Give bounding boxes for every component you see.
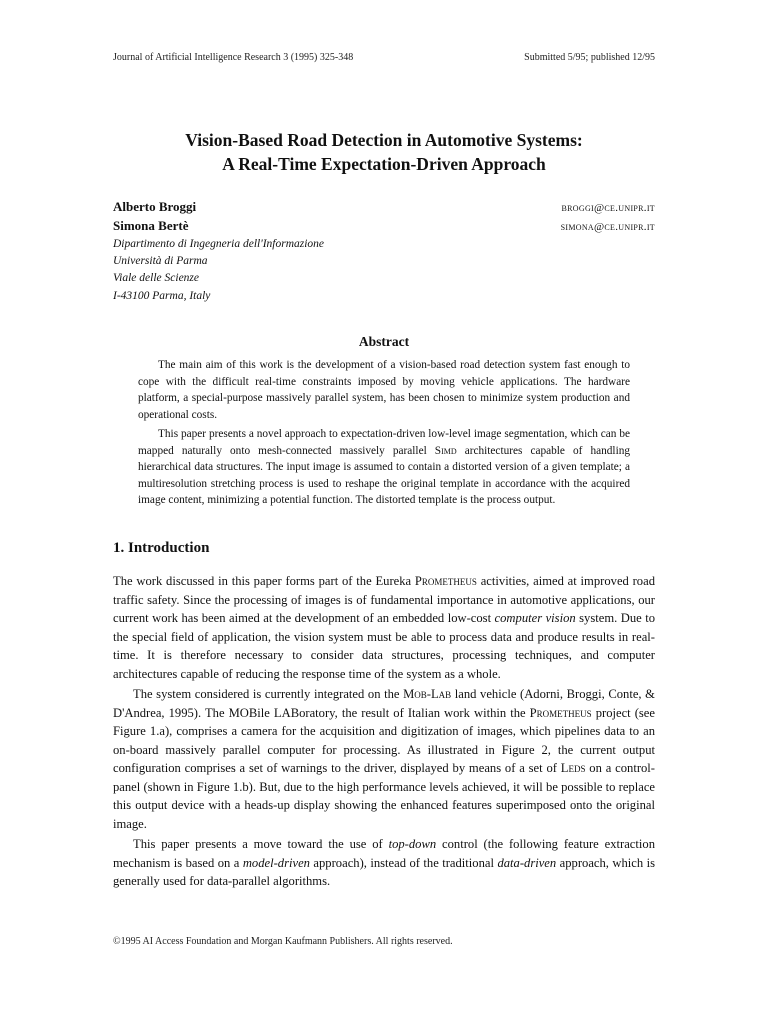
introduction-body — [113, 572, 655, 891]
emphasis: model-driven — [242, 855, 310, 870]
author-name: Simona Bertè — [113, 218, 189, 233]
emphasis: data-driven — [497, 855, 557, 870]
text-run: The system considered is currently integrated on the — [133, 687, 404, 701]
emphasis: computer vision — [494, 611, 576, 625]
text-run: activities, aimed at improved road traffic safety. Since the processing of images is of fundamental importance in automotive applications, our current work has been aimed at the development of an embedded low-cost — [113, 574, 655, 625]
author-email: broggi@ce.unipr.it — [561, 202, 655, 214]
leds-term: Leds — [560, 761, 586, 775]
abstract-paragraph-2 — [138, 426, 630, 509]
abstract-body — [138, 357, 630, 512]
abstract-paragraph-1: The main aim of this work is the development of a vision-based road detection system fast enough to cope with the difficult real-time constraints imposed by moving vehicle applications. The hardware platform, a special-purpose massively parallel system, has been chosen to minimize system production and operational costs. — [138, 359, 630, 421]
mob-lab-term: Mob-Lab — [403, 687, 452, 701]
text-run: on a control-panel (shown in Figure 1.b). But, due to the high performance levels achieved, it will be possible to replace this output device with a heads-up display showing the enhanced features superimposed onto the original image. — [113, 761, 655, 831]
simd-term: Simd — [434, 444, 457, 457]
prometheus-term: Prometheus — [529, 705, 592, 720]
author-block — [113, 198, 655, 305]
emphasis: top-down — [388, 837, 437, 851]
running-header — [113, 52, 655, 63]
affiliation-line: Università di Parma — [113, 255, 208, 268]
text-run: This paper presents a novel approach to expectation-driven low-level image segmentation, which can be mapped naturally onto mesh-connected massively parallel — [138, 428, 630, 457]
text-run: system. Due to the special field of application, the vision system must be able to process data and produce results in real-time. It is therefore necessary to consider data structures, processing techniques, and computer architectures capable of reducing the response time of the system as a whole. — [113, 611, 655, 681]
text-run: approach), instead of the traditional — [309, 855, 498, 870]
journal-citation: Journal of Artificial Intelligence Research 3 (1995) 325-348 — [113, 52, 354, 63]
intro-paragraph-1 — [113, 572, 655, 683]
text-run: land vehicle (Adorni, Broggi, Conte, & D'Andrea, 1995). The MOBile LABoratory, the result of Italian work within the — [113, 687, 655, 720]
intro-paragraph-3 — [113, 835, 655, 891]
author-row — [113, 217, 655, 236]
paper-title — [113, 128, 655, 176]
section-heading-introduction: 1. Introduction — [113, 540, 210, 556]
text-run: project (see Figure 1.a), comprises a camera for the acquisition and digitization of images, which pipelines data to an on-board massively parallel computer for processing. As illustrated in Figure 2, the current output configuration comprises a set of warnings to the driver, displayed by means of a set of — [113, 705, 655, 775]
affiliation-line: Viale delle Scienze — [113, 272, 199, 285]
text-run: The work discussed in this paper forms part of the Eureka — [113, 574, 415, 588]
prometheus-term: Prometheus — [414, 574, 477, 588]
affiliation-line: I-43100 Parma, Italy — [113, 289, 211, 302]
text-run: control (the following feature extraction mechanism is based on a — [113, 837, 655, 870]
author-row — [113, 198, 655, 217]
text-run: architectures capable of handling hierarchical data structures. The input image is assumed to contain a distorted version of a given template; a multiresolution stretching process is used to reshape the original template in accordance with the acquired image content, minimizing a potential function. The distorted template is the process output. — [138, 444, 631, 506]
title-line-2: A Real-Time Expectation-Driven Approach — [222, 154, 546, 174]
affiliation-line: Dipartimento di Ingegneria dell'Informazione — [113, 238, 325, 250]
title-line-1: Vision-Based Road Detection in Automotive Systems: — [185, 130, 583, 150]
copyright-footer: ©1995 AI Access Foundation and Morgan Kaufmann Publishers. All rights reserved. — [113, 936, 453, 947]
intro-paragraph-2 — [113, 685, 655, 833]
text-run: This paper presents a move toward the use of — [133, 837, 389, 851]
abstract-heading: Abstract — [358, 334, 410, 349]
author-email: simona@ce.unipr.it — [560, 221, 655, 233]
text-run: approach, which is generally used for data-parallel algorithms. — [113, 855, 656, 888]
author-name: Alberto Broggi — [113, 199, 197, 214]
submission-dates: Submitted 5/95; published 12/95 — [524, 52, 655, 63]
